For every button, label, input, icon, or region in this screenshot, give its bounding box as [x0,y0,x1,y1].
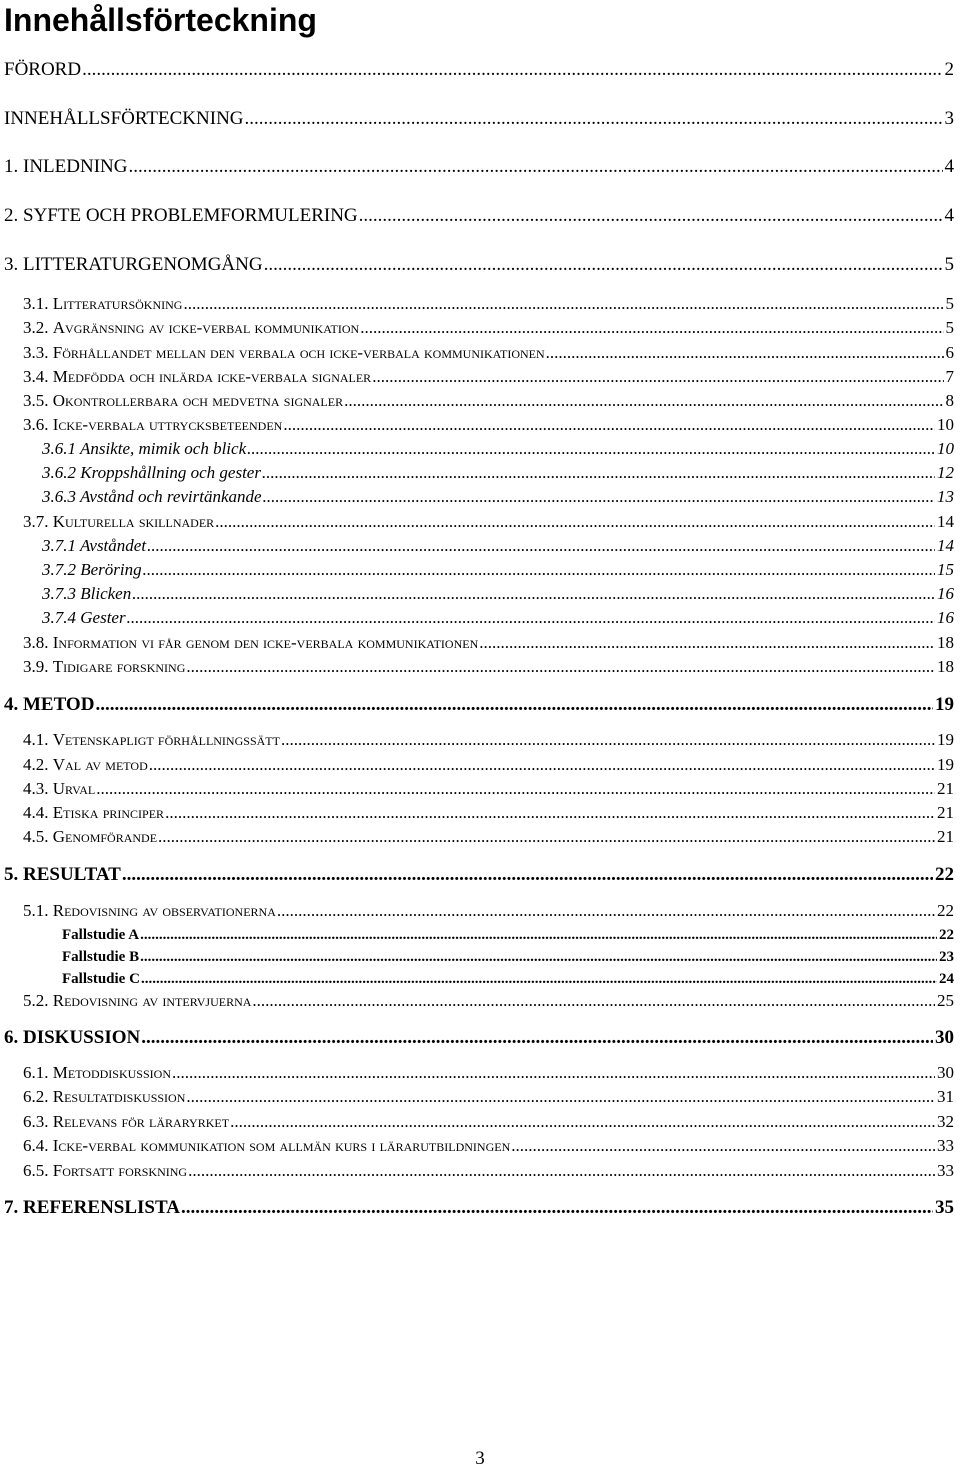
toc-entry-label [4,692,94,718]
toc-entry-number: 6.4. [23,1136,53,1155]
toc-entry[interactable] [23,509,954,535]
toc-entry-number: 7. [4,1197,23,1218]
toc-entry[interactable] [42,436,954,462]
toc-entry-label [4,1025,140,1051]
toc-entry-title: INNEHÅLLSFÖRTECKNING [4,108,244,129]
toc-entry[interactable] [23,776,954,802]
toc-entry[interactable] [23,727,954,753]
toc-leader-dots [127,154,942,180]
toc-entry[interactable] [4,57,954,83]
toc-leader-dots [126,605,935,631]
toc-entry-number: 6.5. [23,1161,53,1180]
toc-entry-label [4,862,121,888]
toc-entry-title: RESULTAT [23,864,121,885]
toc-leader-dots [180,1195,933,1221]
toc-entry-number: 3.4. [23,367,53,386]
toc-entry-page: 30 [935,1027,954,1048]
toc-entry-title: Metoddiskussion [52,1063,171,1082]
toc-entry-page: 21 [937,779,954,798]
toc-leader-dots [262,484,935,510]
toc-entry-page: 31 [937,1087,954,1106]
toc-leader-dots [263,252,943,278]
toc-leader-dots [510,1133,935,1159]
toc-entry[interactable] [4,692,954,718]
toc-entry[interactable] [23,630,954,656]
toc-entry-title: INLEDNING [23,156,128,177]
toc-leader-dots [142,557,935,583]
toc-entry-page: 16 [937,584,954,603]
toc-entry-number: 5.1. [23,901,53,920]
toc-entry-title: METOD [23,694,95,715]
toc-entry-label [23,1133,510,1159]
toc-entry-number: 4.2. [23,755,53,774]
toc-entry-title: Gester [80,608,126,627]
toc-entry-title: FÖRORD [4,59,82,80]
toc-entry-page: 13 [937,487,954,506]
toc-entry-label [23,654,185,680]
toc-leader-dots [146,533,935,559]
toc-entry-page: 3 [944,108,954,129]
toc-entry-page: 32 [937,1112,954,1131]
toc-entry-label [23,388,343,414]
toc-entry-number: 3.6.1 [42,439,80,458]
toc-entry-label [4,57,81,83]
toc-entry-number: 3.3. [23,343,53,362]
toc-leader-dots [246,436,935,462]
toc-entry-number: 4.4. [23,803,53,822]
toc-entry-label [23,752,148,778]
toc-entry-label [23,364,371,390]
toc-entry[interactable] [23,1109,954,1135]
toc-entry-title: Val av metod [52,755,148,774]
toc-entry[interactable] [23,364,954,390]
toc-leader-dots [185,1084,935,1110]
toc-entry-number: 3.7.3 [42,584,81,603]
toc-entry-number: 3.9. [23,657,53,676]
toc-entry-page: 8 [945,391,954,410]
toc-entry[interactable] [23,388,954,414]
toc-entry-label [4,1195,180,1221]
toc-leader-dots [140,1025,933,1051]
toc-entry-page: 6 [945,343,954,362]
toc-entry-number: 6.1. [23,1063,53,1082]
toc-leader-dots [371,364,943,390]
toc-leader-dots [282,412,935,438]
toc-entry-number: 4.3. [23,779,53,798]
toc-entry-label [42,557,142,583]
toc-heading: Innehållsförteckning [4,2,317,38]
toc-entry-page: 19 [935,694,954,715]
toc-entry[interactable] [23,824,954,850]
toc-entry-number: 3.7.1 [42,536,80,555]
toc-entry-page: 21 [937,827,954,846]
toc-entry-number: 5.2. [23,991,53,1010]
toc-entry-number: 3.6.2 [42,463,81,482]
toc-entry-label [4,154,127,180]
toc-entry-label [23,988,251,1014]
toc-entry[interactable] [42,484,954,510]
toc-entry-page: 22 [935,864,954,885]
toc-entry[interactable] [23,988,954,1014]
toc-leader-dots [94,692,933,718]
toc-entry[interactable] [23,1158,954,1184]
toc-entry-title: Redovisning av intervjuerna [52,991,252,1010]
toc-entry-page: 19 [937,755,954,774]
toc-entry-label [4,106,244,132]
page-number: 3 [475,1448,485,1469]
toc-leader-dots [148,752,935,778]
toc-entry-title: Information vi får genom den icke-verbala kommunikationen [52,633,479,652]
toc-entry-label [42,533,146,559]
toc-entry-page: 10 [937,439,954,458]
toc-entry-number: 6.2. [23,1087,53,1106]
toc-entry-label [23,509,214,535]
toc-entry-page: 10 [937,415,954,434]
toc-entry-page: 18 [937,657,954,676]
toc-entry-page: 14 [937,512,954,531]
toc-entry-number: 3.8. [23,633,53,652]
toc-leader-dots [343,388,943,414]
toc-entry-title: Litteratursökning [52,294,183,313]
toc-leader-dots [244,106,943,132]
toc-leader-dots [187,1158,935,1184]
toc-entry-page: 33 [937,1161,954,1180]
toc-entry-number: 1. [4,156,23,177]
toc-entry-number: 4.1. [23,730,53,749]
toc-entry-page: 5 [945,294,954,313]
toc-entry-label [42,484,262,510]
toc-entry-number: 6.3. [23,1112,53,1131]
toc-entry-label [23,727,280,753]
toc-leader-dots [121,862,933,888]
toc-entry-number: 5. [4,864,23,885]
toc-leader-dots [280,727,935,753]
toc-leader-dots [185,654,935,680]
toc-entry-number: 3.2. [23,318,53,337]
toc-entry-page: 35 [935,1197,954,1218]
toc-entry[interactable] [23,654,954,680]
toc-entry[interactable] [42,533,954,559]
toc-entry-title: Avstånd och revirtänkande [79,487,262,506]
toc-entry[interactable] [4,154,954,180]
toc-entry[interactable] [4,1025,954,1051]
toc-entry-number: 3.6. [23,415,53,434]
toc-entry[interactable] [23,1133,954,1159]
toc-entry-label [23,412,282,438]
toc-entry-title: REFERENSLISTA [23,1197,180,1218]
toc-entry[interactable] [23,291,954,317]
toc-entry-page: 33 [937,1136,954,1155]
toc-entry-title: Vetenskapligt förhållningssätt [52,730,280,749]
toc-entry-number: 3.6.3 [42,487,80,506]
toc-entry-page: 19 [937,730,954,749]
toc-entry[interactable] [4,252,954,278]
toc-entry-number: 4. [4,694,23,715]
toc-entry-title: Etiska principer [52,803,165,822]
toc-entry[interactable] [23,752,954,778]
toc-leader-dots [157,824,935,850]
toc-entry-label [4,203,358,229]
toc-entry[interactable] [23,1060,954,1086]
toc-entry-page: 18 [937,633,954,652]
toc-entry-page: 5 [944,254,954,275]
toc-entry-title: LITTERATURGENOMGÅNG [23,254,263,275]
toc-entry[interactable] [23,412,954,438]
toc-entry-label [23,776,95,802]
toc-entry-page: 23 [939,949,954,965]
toc-entry[interactable] [4,862,954,888]
toc-entry[interactable] [4,106,954,132]
toc-entry[interactable] [23,340,954,366]
toc-entry-label [23,1158,187,1184]
toc-entry-title: Ansikte, mimik och blick [79,439,247,458]
toc-entry-title: SYFTE OCH PROBLEMFORMULERING [23,205,358,226]
toc-entry[interactable] [4,1195,954,1221]
toc-entry-title: Blicken [80,584,132,603]
toc-entry-page: 22 [939,927,954,943]
toc-entry-title: Kroppshållning och gester [80,463,261,482]
toc-entry-label [4,252,263,278]
toc-entry-label [23,340,545,366]
toc-entry-number: 4.5. [23,827,53,846]
toc-entry[interactable] [23,898,954,924]
toc-entry-title: Tidigare forskning [52,657,186,676]
toc-leader-dots [164,800,935,826]
toc-entry-label [23,1109,229,1135]
toc-leader-dots [261,460,935,486]
toc-leader-dots [182,291,943,317]
toc-entry-title: Resultatdiskussion [52,1087,186,1106]
toc-entry-title: Icke-verbala uttrycksbeteenden [52,415,283,434]
toc-entry-page: 16 [937,608,954,627]
toc-leader-dots [229,1109,935,1135]
toc-entry[interactable] [42,581,954,607]
toc-entry-number: 3.7. [23,512,53,531]
toc-entry-label [23,291,182,317]
toc-leader-dots [171,1060,935,1086]
toc-entry-page: 7 [945,367,954,386]
toc-entry-title: Medfödda och inlärda icke-verbala signaler [52,367,372,386]
toc-entry-label [42,460,261,486]
toc-entry-page: 21 [937,803,954,822]
toc-entry-label [23,898,276,924]
toc-leader-dots [545,340,944,366]
toc-entry-page: 14 [937,536,954,555]
toc-entry-page: 12 [937,463,954,482]
toc-entry-label [23,800,164,826]
toc-entry-number: 3. [4,254,23,275]
toc-entry-page: 2 [944,59,954,80]
toc-leader-dots [214,509,935,535]
toc-entry-label [42,605,126,631]
toc-entry-title: Fallstudie B [62,949,140,965]
toc-entry[interactable] [23,800,954,826]
toc-leader-dots [95,776,935,802]
toc-entry-page: 15 [937,560,954,579]
toc-leader-dots [81,57,942,83]
toc-entry-number: 2. [4,205,23,226]
toc-entry-title: Beröring [80,560,142,579]
toc-entry-page: 22 [937,901,954,920]
toc-entry-title: Avgränsning av icke-verbal kommunikation [52,318,360,337]
toc-entry-label [42,581,131,607]
toc-entry[interactable] [42,460,954,486]
toc-entry-title: Genomförande [52,827,158,846]
toc-entry-page: 4 [944,205,954,226]
toc-entry-title: Okontrollerbara och medvetna signaler [52,391,344,410]
toc-entry-title: Kulturella skillnader [52,512,215,531]
toc-entry-title: Fortsatt forskning [52,1161,188,1180]
toc-entry-number: 3.7.2 [42,560,81,579]
toc-entry-page: 24 [939,971,954,987]
toc-entry-page: 4 [944,156,954,177]
toc-leader-dots [358,203,943,229]
toc-leader-dots [276,898,935,924]
toc-entry-number: 3.7.4 [42,608,81,627]
toc-entry-number: 6. [4,1027,23,1048]
toc-entry[interactable] [42,557,954,583]
toc-entry-title: Avståndet [79,536,147,555]
toc-entry[interactable] [23,1084,954,1110]
toc-leader-dots [359,315,943,341]
toc-entry-number: 3.1. [23,294,53,313]
toc-entry-label [23,315,359,341]
toc-entry-title: Redovisning av observationerna [52,901,276,920]
toc-entry-page: 5 [945,318,954,337]
toc-entry[interactable] [23,315,954,341]
toc-entry-label [23,1084,185,1110]
toc-entry-title: Fallstudie C [62,971,140,987]
toc-entry-title: Fallstudie A [62,927,140,943]
toc-entry-title: Urval [52,779,96,798]
toc-leader-dots [478,630,935,656]
toc-entry-title: Relevans för läraryrket [52,1112,230,1131]
toc-entry-label [23,824,157,850]
toc-entry-label [42,436,246,462]
toc-entry[interactable] [4,203,954,229]
toc-entry-page: 25 [937,991,954,1010]
toc-entry[interactable] [42,605,954,631]
toc-entry-title: DISKUSSION [23,1027,141,1048]
toc-entry-label [23,1060,171,1086]
toc-entry-label [23,630,478,656]
toc-leader-dots [251,988,935,1014]
toc-entry-title: Icke-verbal kommunikation som allmän kurs i lärarutbildningen [52,1136,511,1155]
toc-entry-number: 3.5. [23,391,53,410]
toc-entry-page: 30 [937,1063,954,1082]
toc-leader-dots [131,581,935,607]
toc-entry-title: Förhållandet mellan den verbala och icke-verbala kommunikationen [52,343,545,362]
